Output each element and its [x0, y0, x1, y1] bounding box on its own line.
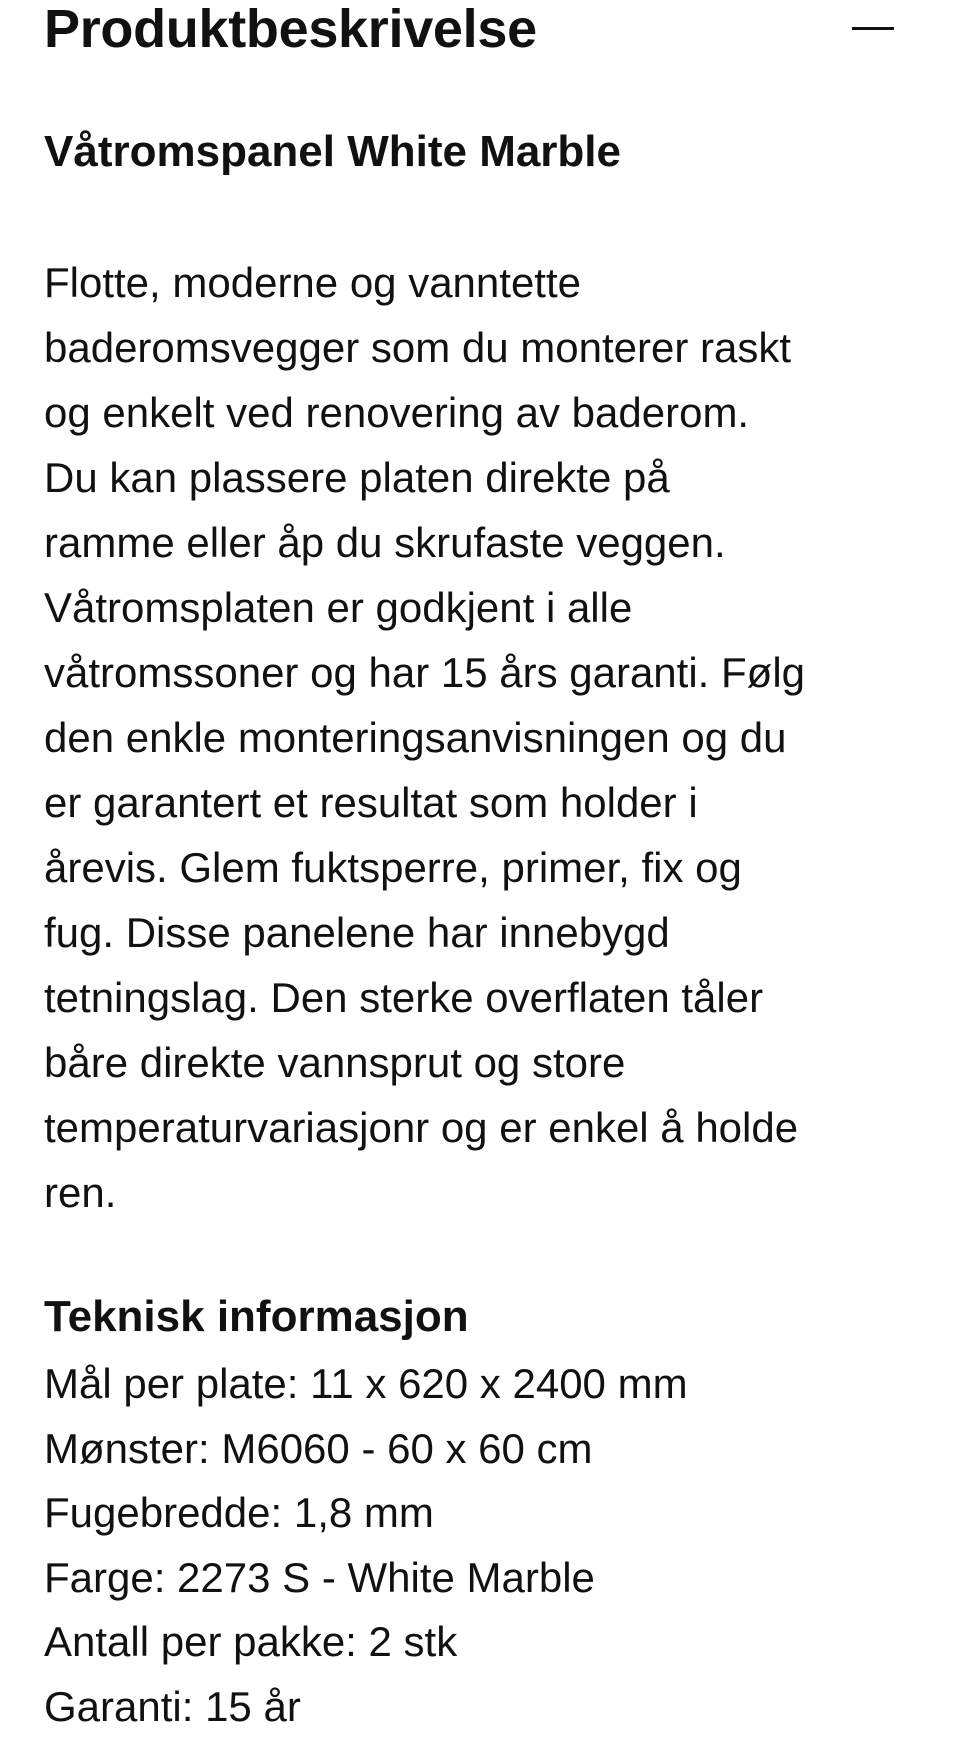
product-name: Våtromspanel White Marble [44, 120, 621, 184]
product-description-header[interactable] [0, 0, 960, 70]
spec-pattern: Mønster: M6060 - 60 x 60 cm [44, 1417, 688, 1482]
collapse-button[interactable] [840, 2, 904, 52]
product-description [44, 250, 924, 1225]
minus-icon [852, 27, 894, 30]
description-line: er garantert et resultat som holder i [44, 770, 924, 835]
technical-info-heading: Teknisk informasjon [44, 1285, 469, 1349]
description-line: tetningslag. Den sterke overflaten tåler [44, 965, 924, 1030]
description-line: Våtromsplaten er godkjent i alle [44, 575, 924, 640]
spec-warranty: Garanti: 15 år [44, 1675, 688, 1739]
description-line: båre direkte vannsprut og store [44, 1030, 924, 1095]
description-line: ramme eller åp du skrufaste veggen. [44, 510, 924, 575]
section-title: Produktbeskrivelse [44, 0, 537, 64]
spec-joint-width: Fugebredde: 1,8 mm [44, 1481, 688, 1546]
description-line: temperaturvariasjonr og er enkel å holde [44, 1095, 924, 1160]
description-line: ren. [44, 1160, 924, 1225]
description-line: våtromssoner og har 15 års garanti. Følg [44, 640, 924, 705]
description-line: fug. Disse panelene har innebygd [44, 900, 924, 965]
description-line: den enkle monteringsanvisningen og du [44, 705, 924, 770]
spec-color: Farge: 2273 S - White Marble [44, 1546, 688, 1611]
description-line: baderomsvegger som du monterer raskt [44, 315, 924, 380]
description-line: Flotte, moderne og vanntette [44, 250, 924, 315]
technical-spec-list [44, 1352, 688, 1739]
spec-dimensions: Mål per plate: 11 x 620 x 2400 mm [44, 1352, 688, 1417]
description-line: årevis. Glem fuktsperre, primer, fix og [44, 835, 924, 900]
description-line: og enkelt ved renovering av baderom. [44, 380, 924, 445]
description-line: Du kan plassere platen direkte på [44, 445, 924, 510]
spec-pack-quantity: Antall per pakke: 2 stk [44, 1610, 688, 1675]
